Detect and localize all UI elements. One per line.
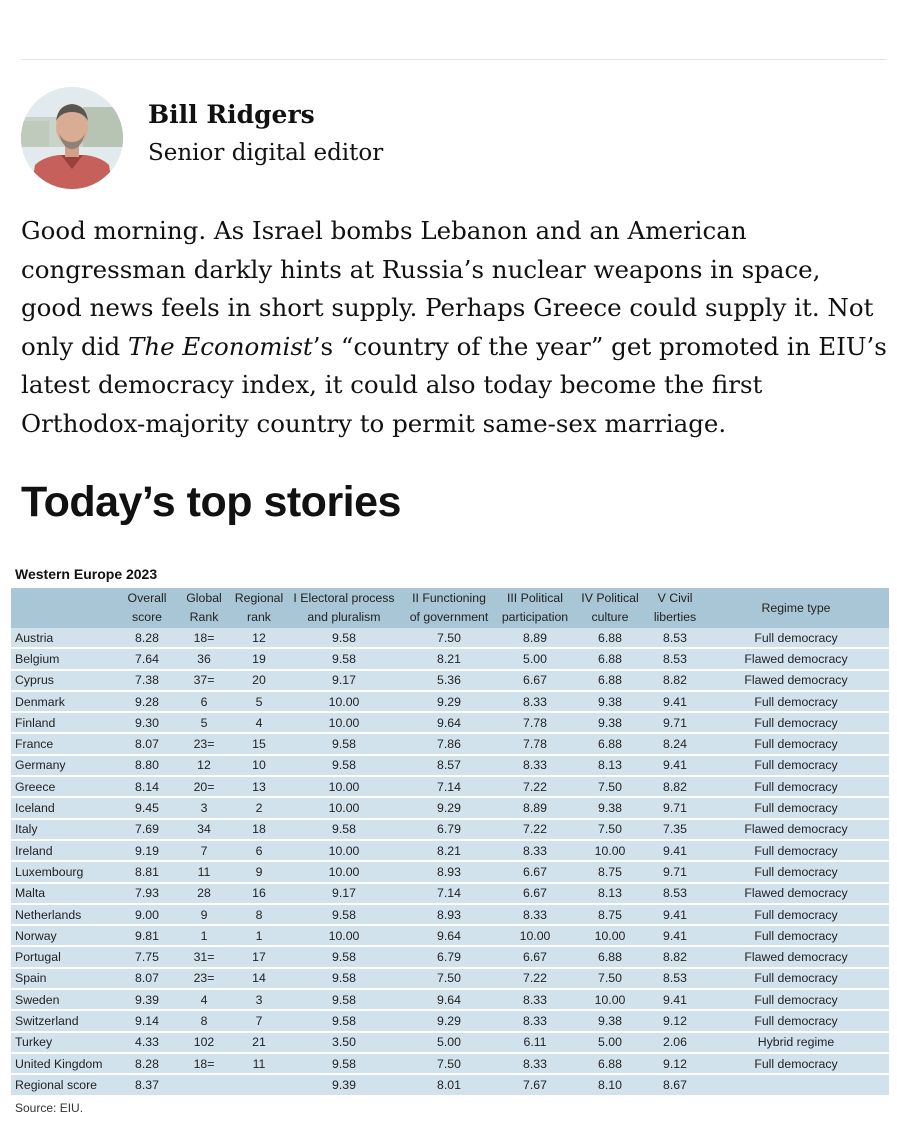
regime-type-cell: Full democracy	[703, 1010, 889, 1031]
regime-type-cell: Flawed democracy	[703, 946, 889, 967]
score-cell: 7.38	[117, 670, 177, 691]
score-cell: 9.58	[287, 989, 401, 1010]
score-cell: 12	[177, 755, 231, 776]
score-cell: 6.79	[401, 946, 497, 967]
score-cell: 8	[177, 1010, 231, 1031]
table-row	[11, 883, 889, 904]
score-cell: 9.64	[401, 925, 497, 946]
regime-type-cell: Full democracy	[703, 712, 889, 733]
column-header	[573, 588, 647, 628]
regime-type-cell: Flawed democracy	[703, 648, 889, 669]
score-cell: 102	[177, 1032, 231, 1053]
intro-publication: The Economist	[127, 331, 313, 361]
score-cell: 9.58	[287, 648, 401, 669]
score-cell: 9.58	[287, 946, 401, 967]
intro-text-part1: Good morning. As Israel bombs Lebanon and an American congressman darkly hints at Russia’s nuclear weapons in space, good news feels in short supply. Perhaps Greece could supply it. Not only did	[21, 216, 874, 361]
column-header	[703, 588, 889, 628]
score-cell: 8.89	[497, 797, 573, 818]
regime-type-cell: Full democracy	[703, 628, 889, 648]
score-cell: 10.00	[497, 925, 573, 946]
score-cell: 8.37	[117, 1074, 177, 1094]
score-cell: 7.50	[573, 819, 647, 840]
score-cell: 10.00	[287, 712, 401, 733]
score-cell: 7.50	[401, 1053, 497, 1074]
table-row	[11, 1032, 889, 1053]
score-cell: 10.00	[287, 861, 401, 882]
intro-text-part2: ’s “country of the year” get promoted in EIU’s latest democracy index, it could also today become the first Orthodox-majority country to permit same-sex marriage.	[21, 331, 887, 438]
table-row	[11, 989, 889, 1010]
score-cell: 5.00	[497, 648, 573, 669]
score-cell: 12	[231, 628, 287, 648]
table-row	[11, 1010, 889, 1031]
score-cell: 36	[177, 648, 231, 669]
score-cell: 9.71	[647, 861, 703, 882]
regime-type-cell: Flawed democracy	[703, 883, 889, 904]
score-cell: 9	[177, 904, 231, 925]
score-cell: 8.13	[573, 883, 647, 904]
score-cell: 7.50	[401, 968, 497, 989]
score-cell: 7.22	[497, 819, 573, 840]
country-cell: United Kingdom	[11, 1053, 117, 1074]
score-cell: 9.41	[647, 755, 703, 776]
score-cell: 2.06	[647, 1032, 703, 1053]
country-cell: Netherlands	[11, 904, 117, 925]
score-cell: 8.33	[497, 989, 573, 1010]
country-cell: Italy	[11, 819, 117, 840]
table-title: Western Europe 2023	[15, 566, 158, 582]
regime-type-cell: Full democracy	[703, 1053, 889, 1074]
score-cell: 4	[231, 712, 287, 733]
score-cell	[177, 1074, 231, 1094]
score-cell: 6.88	[573, 648, 647, 669]
score-cell: 5	[177, 712, 231, 733]
score-cell: 28	[177, 883, 231, 904]
score-cell: 8.67	[647, 1074, 703, 1094]
score-cell: 9.58	[287, 733, 401, 754]
score-cell: 8.33	[497, 1010, 573, 1031]
table-row	[11, 904, 889, 925]
score-cell: 1	[231, 925, 287, 946]
score-cell: 9.17	[287, 883, 401, 904]
score-cell: 9.41	[647, 925, 703, 946]
country-cell: Spain	[11, 968, 117, 989]
regime-type-cell: Full democracy	[703, 691, 889, 712]
score-cell: 9.12	[647, 1053, 703, 1074]
score-cell: 6.88	[573, 733, 647, 754]
score-cell: 1	[177, 925, 231, 946]
score-cell: 9.41	[647, 989, 703, 1010]
score-cell: 7	[231, 1010, 287, 1031]
score-cell: 15	[231, 733, 287, 754]
score-cell: 37=	[177, 670, 231, 691]
regional-score-row	[11, 1074, 889, 1094]
score-cell: 7.93	[117, 883, 177, 904]
column-header-line: score	[131, 610, 163, 624]
country-cell: Denmark	[11, 691, 117, 712]
score-cell: 8.82	[647, 670, 703, 691]
column-header-line: II Functioning	[412, 591, 486, 605]
table-row	[11, 670, 889, 691]
column-header	[647, 588, 703, 628]
regime-type-cell: Full democracy	[703, 755, 889, 776]
country-cell: Cyprus	[11, 670, 117, 691]
score-cell: 9.19	[117, 840, 177, 861]
score-cell: 6.88	[573, 946, 647, 967]
score-cell: 5.00	[573, 1032, 647, 1053]
top-divider	[21, 59, 886, 60]
author-role: Senior digital editor	[148, 140, 384, 166]
table-row	[11, 840, 889, 861]
score-cell: 7.14	[401, 776, 497, 797]
section-title: Today’s top stories	[21, 478, 401, 526]
score-cell: 7.64	[117, 648, 177, 669]
score-cell: 6.88	[573, 1053, 647, 1074]
country-cell: Greece	[11, 776, 117, 797]
score-cell: 8.14	[117, 776, 177, 797]
score-cell: 9.58	[287, 904, 401, 925]
score-cell: 3	[231, 989, 287, 1010]
score-cell: 8.13	[573, 755, 647, 776]
score-cell: 9.58	[287, 968, 401, 989]
score-cell: 9.29	[401, 797, 497, 818]
table-row	[11, 819, 889, 840]
score-cell: 23=	[177, 968, 231, 989]
country-cell: Finland	[11, 712, 117, 733]
score-cell: 7.22	[497, 968, 573, 989]
score-cell: 6.67	[497, 883, 573, 904]
score-cell: 9.58	[287, 1010, 401, 1031]
score-cell: 8.75	[573, 861, 647, 882]
score-cell: 8.53	[647, 968, 703, 989]
column-header-line: Rank	[189, 610, 219, 624]
column-header	[497, 588, 573, 628]
country-cell: Regional score	[11, 1074, 117, 1094]
score-cell: 7.22	[497, 776, 573, 797]
column-header-line: V Civil	[657, 591, 693, 605]
table-row	[11, 733, 889, 754]
score-cell: 7.35	[647, 819, 703, 840]
column-header-line: Overall	[127, 591, 167, 605]
score-cell: 20=	[177, 776, 231, 797]
table-row	[11, 628, 889, 648]
score-cell: 7.50	[401, 628, 497, 648]
score-cell: 8.80	[117, 755, 177, 776]
score-cell: 18	[231, 819, 287, 840]
table-row	[11, 968, 889, 989]
score-cell: 18=	[177, 1053, 231, 1074]
column-header-line: participation	[501, 610, 569, 624]
score-cell: 7.75	[117, 946, 177, 967]
score-cell: 9.17	[287, 670, 401, 691]
score-cell: 8.07	[117, 968, 177, 989]
score-cell: 9.29	[401, 1010, 497, 1031]
score-cell: 9.81	[117, 925, 177, 946]
table-row	[11, 925, 889, 946]
score-cell: 11	[231, 1053, 287, 1074]
score-cell: 6.88	[573, 670, 647, 691]
table-row	[11, 861, 889, 882]
score-cell: 8	[231, 904, 287, 925]
score-cell: 10.00	[287, 925, 401, 946]
regime-type-cell: Full democracy	[703, 861, 889, 882]
score-cell: 16	[231, 883, 287, 904]
source-note: Source: EIU.	[15, 1101, 84, 1115]
score-cell: 6.11	[497, 1032, 573, 1053]
regime-type-cell: Full democracy	[703, 797, 889, 818]
score-cell: 5.36	[401, 670, 497, 691]
score-cell: 34	[177, 819, 231, 840]
score-cell: 7.78	[497, 712, 573, 733]
score-cell: 8.75	[573, 904, 647, 925]
score-cell: 10.00	[573, 840, 647, 861]
score-cell: 10.00	[287, 797, 401, 818]
score-cell: 6	[177, 691, 231, 712]
regime-type-cell: Flawed democracy	[703, 819, 889, 840]
score-cell: 8.93	[401, 861, 497, 882]
score-cell: 6	[231, 840, 287, 861]
score-cell: 8.53	[647, 883, 703, 904]
country-cell: Belgium	[11, 648, 117, 669]
column-header-line: culture	[591, 610, 629, 624]
score-cell: 4.33	[117, 1032, 177, 1053]
score-cell: 9.38	[573, 797, 647, 818]
score-cell: 17	[231, 946, 287, 967]
score-cell: 9.14	[117, 1010, 177, 1031]
column-header	[177, 588, 231, 628]
score-cell: 9.29	[401, 691, 497, 712]
country-cell: Norway	[11, 925, 117, 946]
score-cell: 8.82	[647, 776, 703, 797]
score-cell: 6.79	[401, 819, 497, 840]
score-cell: 8.81	[117, 861, 177, 882]
score-cell: 6.67	[497, 946, 573, 967]
country-cell: Switzerland	[11, 1010, 117, 1031]
score-cell: 23=	[177, 733, 231, 754]
column-header-line: I Electoral process	[293, 591, 395, 605]
table-row	[11, 776, 889, 797]
author-avatar	[21, 87, 123, 189]
score-cell: 21	[231, 1032, 287, 1053]
score-cell: 9.30	[117, 712, 177, 733]
score-cell: 10.00	[287, 691, 401, 712]
score-cell: 2	[231, 797, 287, 818]
score-cell: 19	[231, 648, 287, 669]
score-cell: 31=	[177, 946, 231, 967]
column-header	[287, 588, 401, 628]
author-photo	[21, 87, 123, 189]
score-cell: 9.58	[287, 755, 401, 776]
score-cell: 20	[231, 670, 287, 691]
score-cell: 8.89	[497, 628, 573, 648]
country-cell: Germany	[11, 755, 117, 776]
score-cell: 8.93	[401, 904, 497, 925]
column-header	[117, 588, 177, 628]
score-cell: 9.41	[647, 904, 703, 925]
column-header-line: III Political	[506, 591, 564, 605]
score-cell: 9.39	[287, 1074, 401, 1094]
score-cell: 8.57	[401, 755, 497, 776]
table-row	[11, 712, 889, 733]
country-cell: Luxembourg	[11, 861, 117, 882]
score-cell: 9.58	[287, 1053, 401, 1074]
score-cell: 9.71	[647, 797, 703, 818]
score-cell: 8.82	[647, 946, 703, 967]
table-row	[11, 648, 889, 669]
table-row	[11, 797, 889, 818]
column-header-line: liberties	[653, 610, 697, 624]
score-cell: 8.28	[117, 1053, 177, 1074]
score-cell: 3.50	[287, 1032, 401, 1053]
country-cell: Turkey	[11, 1032, 117, 1053]
regime-type-cell: Full democracy	[703, 733, 889, 754]
country-cell: Sweden	[11, 989, 117, 1010]
score-cell: 8.01	[401, 1074, 497, 1094]
score-cell: 4	[177, 989, 231, 1010]
regime-type-cell: Flawed democracy	[703, 670, 889, 691]
score-cell: 9.39	[117, 989, 177, 1010]
score-cell: 9.45	[117, 797, 177, 818]
score-cell: 6.67	[497, 670, 573, 691]
score-cell: 8.33	[497, 691, 573, 712]
regime-type-cell: Full democracy	[703, 840, 889, 861]
score-cell: 8.28	[117, 628, 177, 648]
column-header-line: Regional	[234, 591, 284, 605]
score-cell: 11	[177, 861, 231, 882]
table-row	[11, 691, 889, 712]
score-cell: 3	[177, 797, 231, 818]
score-cell: 10	[231, 755, 287, 776]
table-header-row	[11, 588, 889, 628]
score-cell: 8.24	[647, 733, 703, 754]
score-cell: 9.64	[401, 989, 497, 1010]
score-cell: 14	[231, 968, 287, 989]
score-cell: 9.38	[573, 691, 647, 712]
table-row	[11, 755, 889, 776]
score-cell: 9	[231, 861, 287, 882]
country-cell: Ireland	[11, 840, 117, 861]
column-header	[11, 588, 117, 628]
score-cell: 9.41	[647, 840, 703, 861]
score-cell: 10.00	[287, 776, 401, 797]
table-row	[11, 1053, 889, 1074]
score-cell: 9.38	[573, 1010, 647, 1031]
score-cell: 7.50	[573, 776, 647, 797]
country-cell: France	[11, 733, 117, 754]
regime-type-cell: Full democracy	[703, 904, 889, 925]
score-cell: 13	[231, 776, 287, 797]
country-cell: Iceland	[11, 797, 117, 818]
score-cell: 8.21	[401, 840, 497, 861]
regime-type-cell: Full democracy	[703, 989, 889, 1010]
democracy-index-table	[11, 588, 889, 1095]
score-cell: 8.21	[401, 648, 497, 669]
regime-type-cell: Full democracy	[703, 968, 889, 989]
score-cell: 18=	[177, 628, 231, 648]
table-row	[11, 946, 889, 967]
score-cell: 6.67	[497, 861, 573, 882]
score-cell: 7.50	[573, 968, 647, 989]
score-cell	[231, 1074, 287, 1094]
column-header-line: rank	[247, 610, 271, 624]
column-header	[231, 588, 287, 628]
score-cell: 10.00	[573, 925, 647, 946]
intro-paragraph	[21, 212, 889, 443]
country-cell: Portugal	[11, 946, 117, 967]
author-name: Bill Ridgers	[148, 100, 315, 129]
score-cell: 8.33	[497, 1053, 573, 1074]
score-cell: 9.64	[401, 712, 497, 733]
score-cell: 9.38	[573, 712, 647, 733]
score-cell: 8.33	[497, 840, 573, 861]
score-cell: 7.86	[401, 733, 497, 754]
score-cell: 8.07	[117, 733, 177, 754]
table-body	[11, 628, 889, 1095]
score-cell: 9.58	[287, 819, 401, 840]
score-cell: 8.10	[573, 1074, 647, 1094]
score-cell: 9.28	[117, 691, 177, 712]
score-cell: 7.78	[497, 733, 573, 754]
score-cell: 5.00	[401, 1032, 497, 1053]
score-cell: 10.00	[287, 840, 401, 861]
score-cell: 10.00	[573, 989, 647, 1010]
column-header-line: Global	[186, 591, 222, 605]
column-header	[401, 588, 497, 628]
column-header-line: Regime type	[761, 600, 831, 615]
score-cell: 7.14	[401, 883, 497, 904]
score-cell: 7.69	[117, 819, 177, 840]
regime-type-cell	[703, 1074, 889, 1094]
country-cell: Austria	[11, 628, 117, 648]
country-cell: Malta	[11, 883, 117, 904]
regime-type-cell: Full democracy	[703, 776, 889, 797]
score-cell: 9.12	[647, 1010, 703, 1031]
score-cell: 7.67	[497, 1074, 573, 1094]
score-cell: 8.53	[647, 648, 703, 669]
score-cell: 8.33	[497, 904, 573, 925]
score-cell: 7	[177, 840, 231, 861]
regime-type-cell: Hybrid regime	[703, 1032, 889, 1053]
score-cell: 8.33	[497, 755, 573, 776]
regime-type-cell: Full democracy	[703, 925, 889, 946]
column-header-line: of government	[409, 610, 489, 624]
score-cell: 9.41	[647, 691, 703, 712]
score-cell: 8.53	[647, 628, 703, 648]
score-cell: 9.71	[647, 712, 703, 733]
score-cell: 5	[231, 691, 287, 712]
score-cell: 9.00	[117, 904, 177, 925]
column-header-line: IV Political	[581, 591, 639, 605]
score-cell: 6.88	[573, 628, 647, 648]
column-header-line: and pluralism	[307, 610, 381, 624]
score-cell: 9.58	[287, 628, 401, 648]
